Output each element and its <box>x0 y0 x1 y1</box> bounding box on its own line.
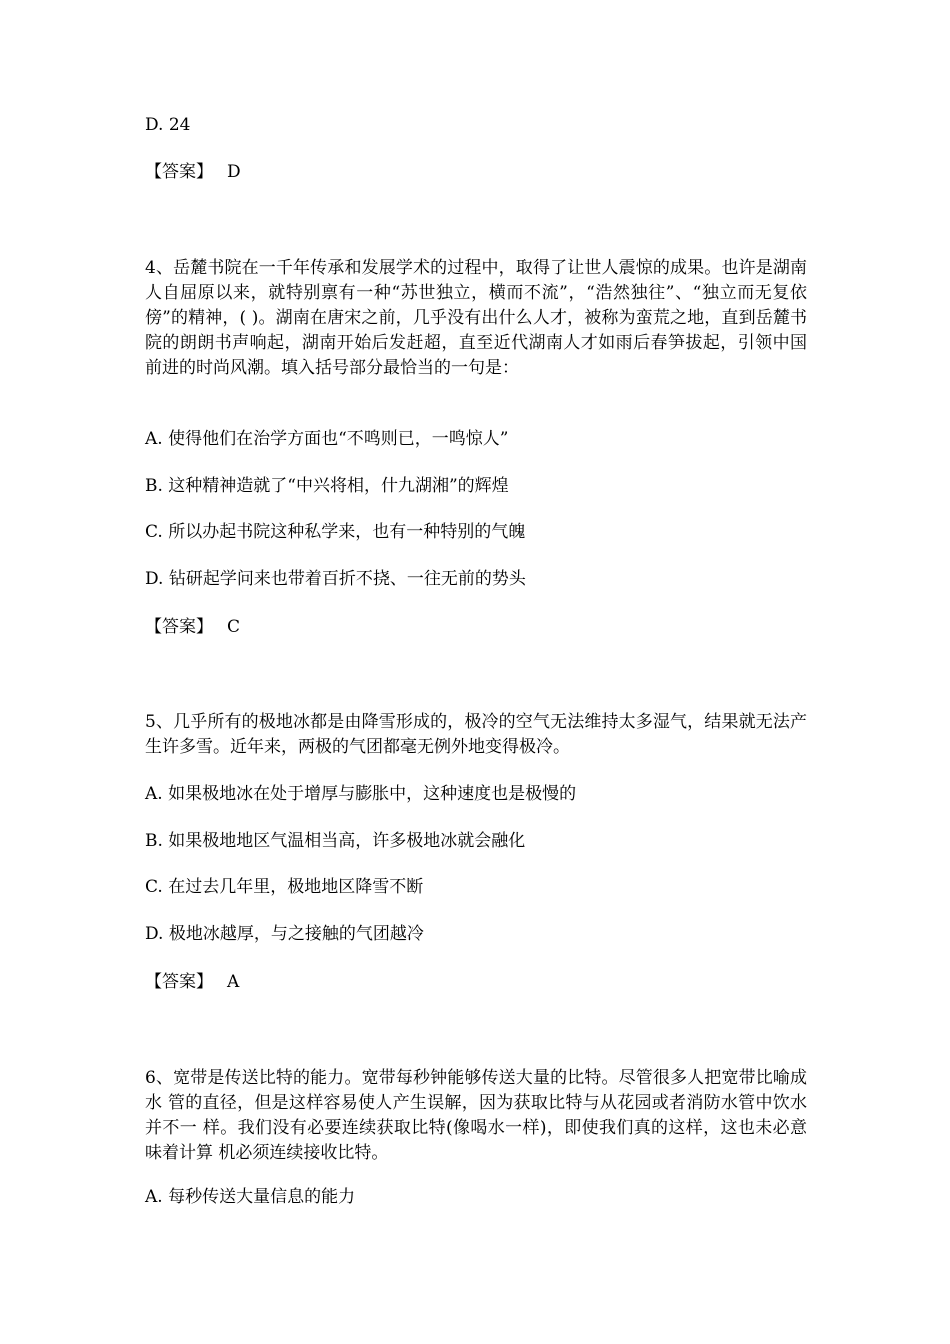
question-4-option-c: C. 所以办起书院这种私学来，也有一种特别的气魄 <box>145 522 526 542</box>
question-5-option-b: B. 如果极地地区气温相当高，许多极地冰就会融化 <box>145 831 526 851</box>
question-4-option-b: B. 这种精神造就了“中兴将相，什九湖湘”的辉煌 <box>145 476 509 496</box>
answer-value: D <box>227 162 241 182</box>
question-5-option-c: C. 在过去几年里，极地地区降雪不断 <box>145 877 424 897</box>
prev-answer <box>145 161 241 184</box>
question-5-answer <box>145 971 239 994</box>
question-5-stem: 5、几乎所有的极地冰都是由降雪形成的，极冷的空气无法维持太多湿气，结果就无法产生许多雪。近年来，两极的气团都毫无例外地变得极冷。 <box>145 712 807 757</box>
question-4-stem: 4、岳麓书院在一千年传承和发展学术的过程中，取得了让世人震惊的成果。也许是湖南人自屈原以来，就特别禀有一种“苏世独立，横而不流”，“浩然独往”、“独立而无复依傍”的精神，( )。湖南在唐宋之前，几乎没有出什么人才，被称为蛮荒之地，直到岳麓书院的朗朗书声响起，湖南开始后发赶超，直至近代湖南人才如雨后春笋拔起，引领中国前进的时尚风潮。填入括号部分最恰当的一句是： <box>145 258 807 378</box>
answer-tag: 【答案】 <box>145 162 213 182</box>
prev-option-d: D. 24 <box>145 115 191 135</box>
question-5-option-d: D. 极地冰越厚，与之接触的气团越冷 <box>145 924 424 944</box>
question-4-option-a: A. 使得他们在治学方面也“不鸣则已，一鸣惊人” <box>145 429 509 449</box>
answer-tag: 【答案】 <box>145 972 213 992</box>
answer-value: A <box>227 972 240 992</box>
question-5-option-a: A. 如果极地冰在处于增厚与膨胀中，这种速度也是极慢的 <box>145 784 577 804</box>
question-6-stem: 6、宽带是传送比特的能力。宽带每秒钟能够传送大量的比特。尽管很多人把宽带比喻成水 管的直径，但是这样容易使人产生误解，因为获取比特与从花园或者消防水管中饮水并不一 样。我们没有必要连续获取比特(像喝水一样)，即使我们真的这样，这也未必意味着计算 机必须连续接收比特。 <box>145 1068 807 1163</box>
question-6-option-a: A. 每秒传送大量信息的能力 <box>145 1187 356 1207</box>
question-4-answer <box>145 616 240 639</box>
answer-value: C <box>227 617 241 637</box>
answer-tag: 【答案】 <box>145 617 213 637</box>
question-4-option-d: D. 钻研起学问来也带着百折不挠、一往无前的势头 <box>145 569 526 589</box>
